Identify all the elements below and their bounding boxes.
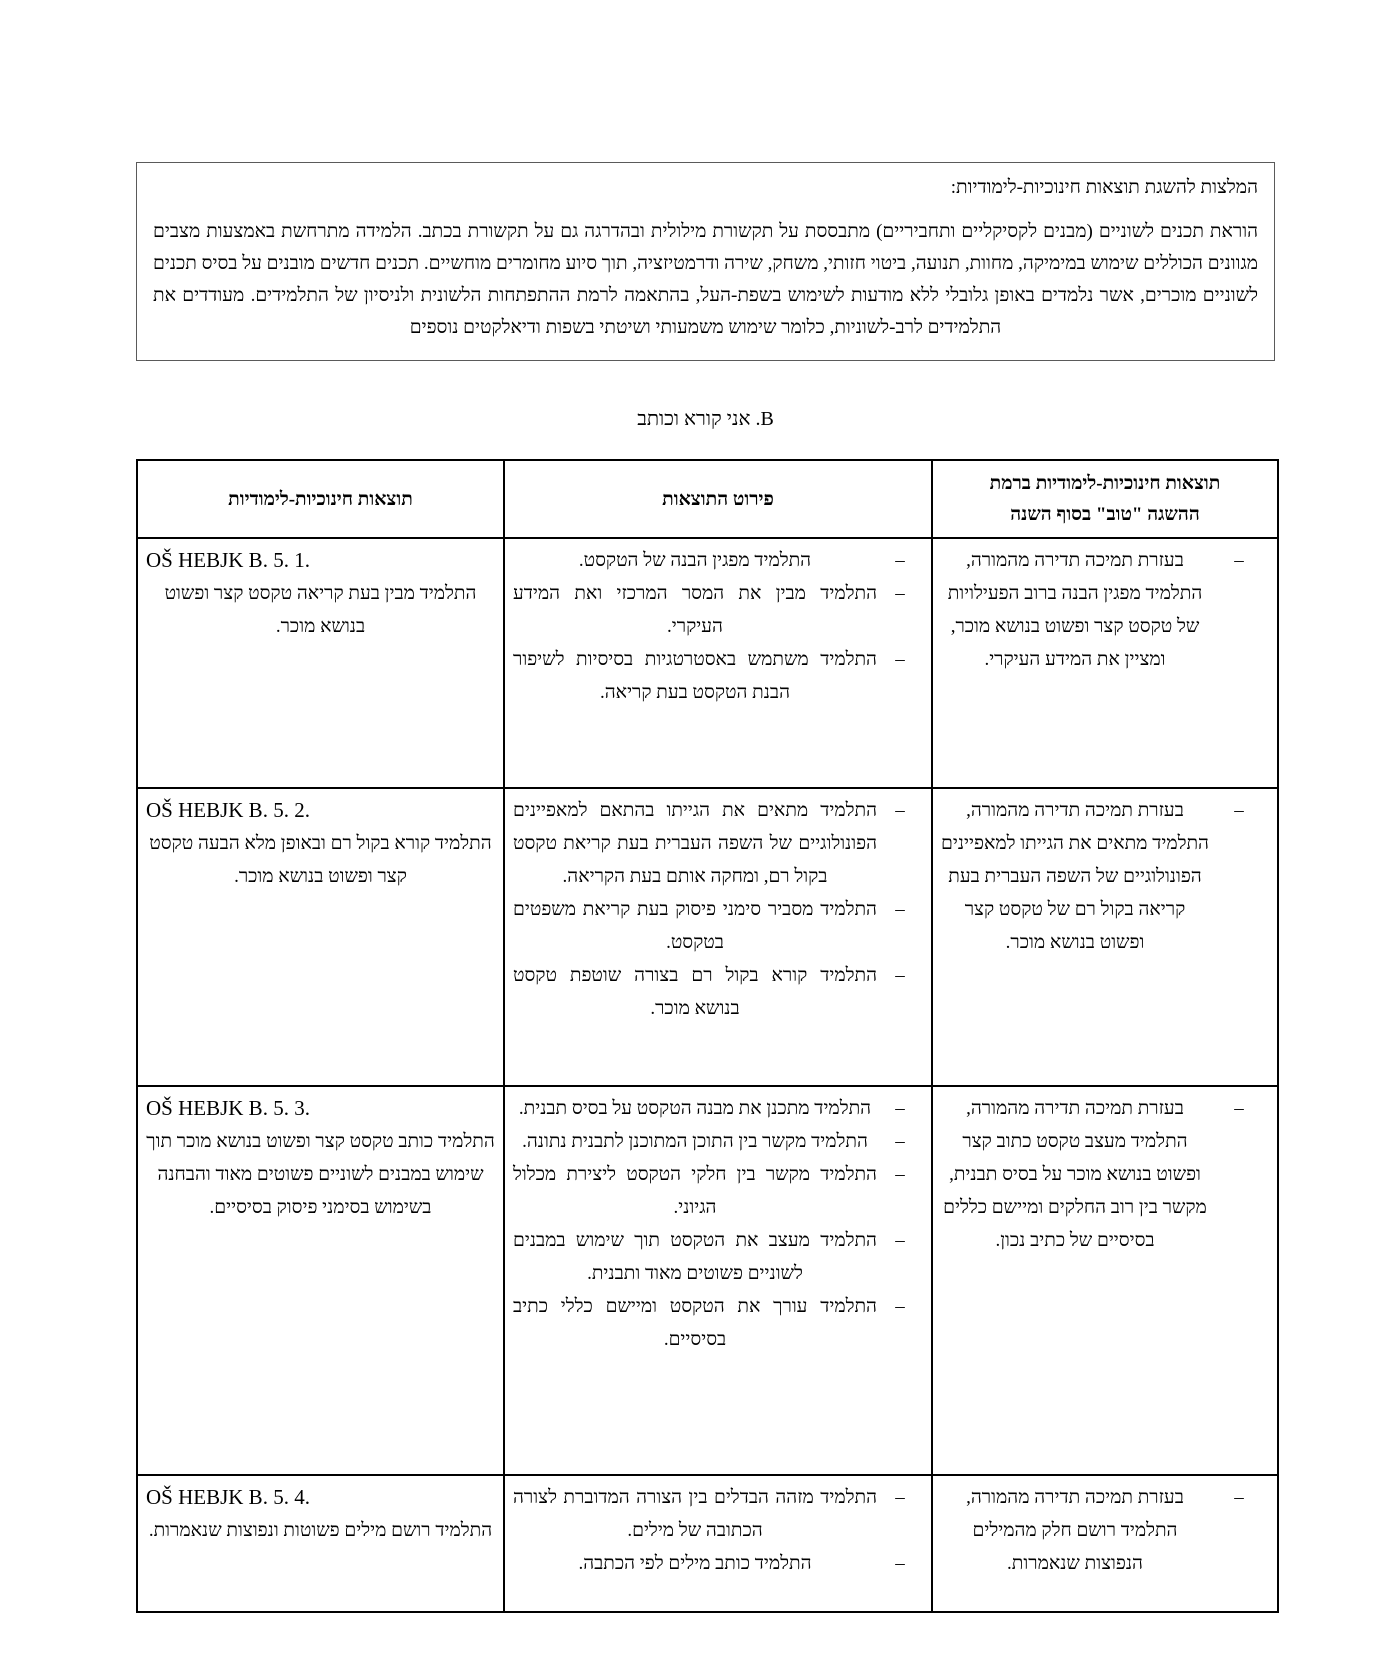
header-cell-outcomes: תוצאות חינוכיות-לימודיות	[137, 460, 504, 538]
detail-text: התלמיד מתאים את הגייתו בהתאם למאפיינים הפונולוגיים של השפה העברית בעת קריאת טקסט בקול רם, ומחקה אותם בעת הקריאה.	[513, 800, 877, 887]
list-item	[513, 1158, 923, 1224]
list-item	[513, 893, 923, 959]
list-item	[513, 577, 923, 643]
outcome-cell	[137, 1086, 504, 1475]
detail-text: התלמיד מבין את המסר המרכזי ואת המידע העיקרי.	[513, 583, 877, 637]
detail-text: התלמיד מקשר בין התוכן המתוכנן לתבנית נתונה.	[522, 1131, 868, 1152]
list-item	[513, 1092, 923, 1125]
detail-text: התלמיד מעצב את הטקסט תוך שימוש במבנים לשוניים פשוטים מאוד ותבנית.	[513, 1230, 877, 1284]
detail-text: התלמיד מסביר סימני פיסוק בעת קריאת משפטים בטקסט.	[513, 899, 877, 953]
details-cell	[504, 1475, 932, 1612]
dash-bullet-marker: –	[1234, 800, 1244, 821]
list-item	[941, 544, 1269, 676]
dash-bullet-marker: –	[895, 1553, 905, 1574]
dash-bullet-marker: –	[1234, 1487, 1244, 1508]
good-level-text: בעזרת תמיכה תדירה מהמורה, התלמיד מתאים את הגייתו למאפיינים הפונולוגיים של השפה העברית בעת קריאה בקול רם של טקסט קצר ופשוט בנושא מוכר.	[941, 800, 1209, 953]
list-item	[513, 544, 923, 577]
list-item	[941, 794, 1269, 959]
dash-bullet-marker: –	[895, 1164, 905, 1185]
dash-bullet-marker: –	[895, 583, 905, 604]
outcome-cell	[137, 538, 504, 788]
good-level-text: בעזרת תמיכה תדירה מהמורה, התלמיד מעצב טקסט כתוב קצר ופשוט בנושא מוכר על בסיס תבנית, מקשר בין רוב החלקים ומיישם כללים בסיסיים של כתיב נכון.	[943, 1098, 1207, 1251]
recommendations-box	[136, 162, 1275, 361]
list-item	[513, 1290, 923, 1356]
detail-text: התלמיד עורך את הטקסט ומיישם כללי כתיב בסיסיים.	[513, 1296, 877, 1350]
outcome-code: OŠ HEBJK B. 5. 4.	[146, 1485, 310, 1509]
table-row	[137, 538, 1278, 788]
list-item	[513, 1481, 923, 1547]
outcome-text: התלמיד כותב טקסט קצר ופשוט בנושא מוכר תוך שימוש במבנים לשוניים פשוטים מאוד והבחנה בשימוש בסימני פיסוק בסיסיים.	[146, 1131, 495, 1218]
list-item	[513, 1224, 923, 1290]
list-item	[513, 794, 923, 893]
dash-bullet-marker: –	[895, 1131, 905, 1152]
outcome-cell	[137, 788, 504, 1086]
list-item	[941, 1481, 1269, 1580]
list-item	[513, 643, 923, 709]
header-cell-details: פירוט התוצאות	[504, 460, 932, 538]
header-good-level-line2: ההשגה "טוב" בסוף השנה	[1010, 504, 1200, 525]
detail-text: התלמיד משתמש באסטרטגיות בסיסיות לשיפור הבנת הטקסט בעת קריאה.	[513, 649, 877, 703]
detail-text: התלמיד קורא בקול רם בצורה שוטפת טקסט בנושא מוכר.	[513, 965, 877, 1019]
detail-text: התלמיד מזהה הבדלים בין הצורה המדוברת לצורה הכתובה של מילים.	[513, 1487, 877, 1541]
dash-bullet-marker: –	[895, 1296, 905, 1317]
details-cell	[504, 788, 932, 1086]
list-item	[513, 959, 923, 1025]
good-level-cell	[932, 1086, 1278, 1475]
dash-bullet-marker: –	[895, 649, 905, 670]
good-level-text: בעזרת תמיכה תדירה מהמורה, התלמיד מפגין הבנה ברוב הפעילויות של טקסט קצר ופשוט בנושא מוכר, ומציין את המידע העיקרי.	[947, 550, 1203, 670]
table-header-row	[137, 460, 1278, 538]
good-level-cell	[932, 1475, 1278, 1612]
section-title: B. אני קורא וכותב	[637, 408, 774, 430]
dash-bullet-marker: –	[895, 800, 905, 821]
recommendations-body: הוראת תכנים לשוניים (מבנים לקסיקליים ותחביריים) מתבססת על תקשורת מילולית ובהדרגה גם על תקשורת בכתב. הלמידה מתרחשת באמצעות מצבים מגוונים הכוללים שימוש במימיקה, מחוות, תנועה, ביטוי חזותי, משחק, שירה ודרמטיזציה, תוך סיוע מחומרים מוחשיים. תכנים חדשים מובנים על בסיס תכנים לשוניים מוכרים, אשר נלמדים באופן גלובלי ללא מודעות לשימוש בשפת-העל, בהתאמה לרמת ההתפתחות הלשונית ולניסיון של התלמידים. מעודדים את התלמידים לרב-לשוניות, כלומר שימוש משמעותי ושיטתי בשפות ודיאלקטים נוספים	[153, 221, 1258, 338]
detail-text: התלמיד מפגין הבנה של הטקסט.	[578, 550, 812, 571]
dash-bullet-marker: –	[895, 1487, 905, 1508]
list-item	[513, 1547, 923, 1580]
outcome-text: התלמיד רושם מילים פשוטות ונפוצות שנאמרות.	[148, 1520, 493, 1541]
table-row	[137, 1086, 1278, 1475]
detail-text: התלמיד מתכנן את מבנה הטקסט על בסיס תבנית.	[518, 1098, 872, 1119]
list-item	[941, 1092, 1269, 1257]
dash-bullet-marker: –	[895, 899, 905, 920]
dash-bullet-marker: –	[895, 550, 905, 571]
outcome-code: OŠ HEBJK B. 5. 1.	[146, 548, 310, 572]
details-cell	[504, 538, 932, 788]
dash-bullet-marker: –	[1234, 550, 1244, 571]
detail-text: התלמיד כותב מילים לפי הכתבה.	[578, 1553, 812, 1574]
outcomes-table	[136, 459, 1279, 1613]
table-row	[137, 1475, 1278, 1612]
outcome-cell	[137, 1475, 504, 1612]
dash-bullet-marker: –	[895, 1098, 905, 1119]
detail-text: התלמיד מקשר בין חלקי הטקסט ליצירת מכלול הגיוני.	[513, 1164, 877, 1218]
outcome-code: OŠ HEBJK B. 5. 2.	[146, 798, 310, 822]
good-level-cell	[932, 538, 1278, 788]
recommendations-heading: המלצות להשגת תוצאות חינוכיות-לימודיות:	[950, 177, 1258, 198]
outcome-text: התלמיד מבין בעת קריאה טקסט קצר ופשוט בנושא מוכר.	[164, 583, 477, 637]
header-good-level-line1: תוצאות חינוכיות-לימודיות ברמת	[989, 473, 1221, 494]
outcome-code: OŠ HEBJK B. 5. 3.	[146, 1096, 310, 1120]
list-item	[513, 1125, 923, 1158]
table-row	[137, 788, 1278, 1086]
details-cell	[504, 1086, 932, 1475]
dash-bullet-marker: –	[895, 1230, 905, 1251]
dash-bullet-marker: –	[1234, 1098, 1244, 1119]
header-cell-good-level	[932, 460, 1278, 538]
outcome-text: התלמיד קורא בקול רם ובאופן מלא הבעה טקסט קצר ופשוט בנושא מוכר.	[149, 833, 492, 887]
dash-bullet-marker: –	[895, 965, 905, 986]
good-level-cell	[932, 788, 1278, 1086]
good-level-text: בעזרת תמיכה תדירה מהמורה, התלמיד רושם חלק מהמילים הנפוצות שנאמרות.	[966, 1487, 1184, 1574]
